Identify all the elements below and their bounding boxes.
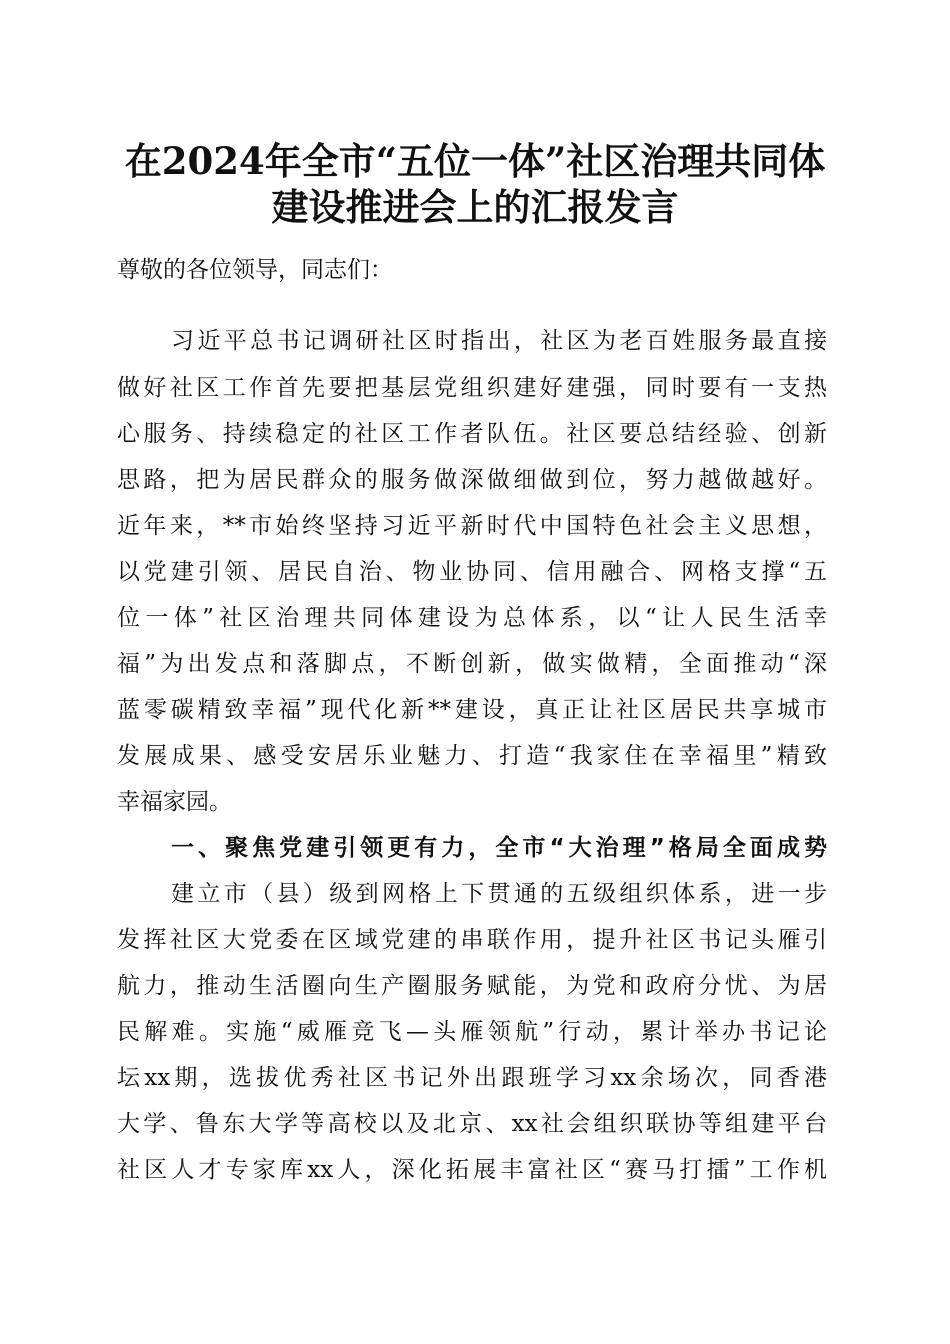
paragraph-line: 坛xx期，选拔优秀社区书记外出跟班学习xx余场次，同香港 [117,1065,827,1091]
paragraph-line: 以党建引领、居民自治、物业协同、信用融合、网格支撑“五 [117,559,827,585]
paragraph-line: 发挥社区大党委在区域党建的串联作用，提升社区书记头雁引 [117,927,827,953]
paragraph-line: 幸福家园。 [117,789,232,815]
paragraph-line: 福”为出发点和落脚点，不断创新，做实做精，全面推动“深 [117,651,827,677]
document-title-line-2: 建设推进会上的汇报发言 [271,185,679,229]
paragraph-line: 社区人才专家库xx人，深化拓展丰富社区“赛马打擂”工作机 [117,1157,827,1183]
salutation: 尊敬的各位领导，同志们： [117,257,393,283]
paragraph-line: 航力，推动生活圈向生产圈服务赋能，为党和政府分忧、为居 [117,973,827,999]
document-title-line-1: 在2024年全市“五位一体”社区治理共同体 [124,139,826,183]
paragraph-line: 思路，把为居民群众的服务做深做细做到位，努力越做越好。 [117,467,827,493]
paragraph-line: 民解难。实施“威雁竞飞—头雁领航”行动，累计举办书记论 [117,1019,827,1045]
paragraph-line: 习近平总书记调研社区时指出，社区为老百姓服务最直接 [171,328,827,354]
paragraph-line: 位一体”社区治理共同体建设为总体系，以“让人民生活幸 [117,605,827,631]
paragraph-line: 大学、鲁东大学等高校以及北京、xx社会组织联协等组建平台 [117,1111,827,1137]
paragraph-line: 发展成果、感受安居乐业魅力、打造“我家住在幸福里”精致 [117,743,827,769]
paragraph-line: 心服务、持续稳定的社区工作者队伍。社区要总结经验、创新 [117,421,827,447]
section-heading: 一、聚焦党建引领更有力，全市“大治理”格局全面成势 [171,835,827,861]
paragraph-line: 建立市（县）级到网格上下贯通的五级组织体系，进一步 [171,881,827,907]
paragraph-line: 做好社区工作首先要把基层党组织建好建强，同时要有一支热 [117,375,827,401]
paragraph-line: 近年来，**市始终坚持习近平新时代中国特色社会主义思想， [117,513,827,539]
paragraph-line: 蓝零碳精致幸福”现代化新**建设，真正让社区居民共享城市 [117,697,827,723]
